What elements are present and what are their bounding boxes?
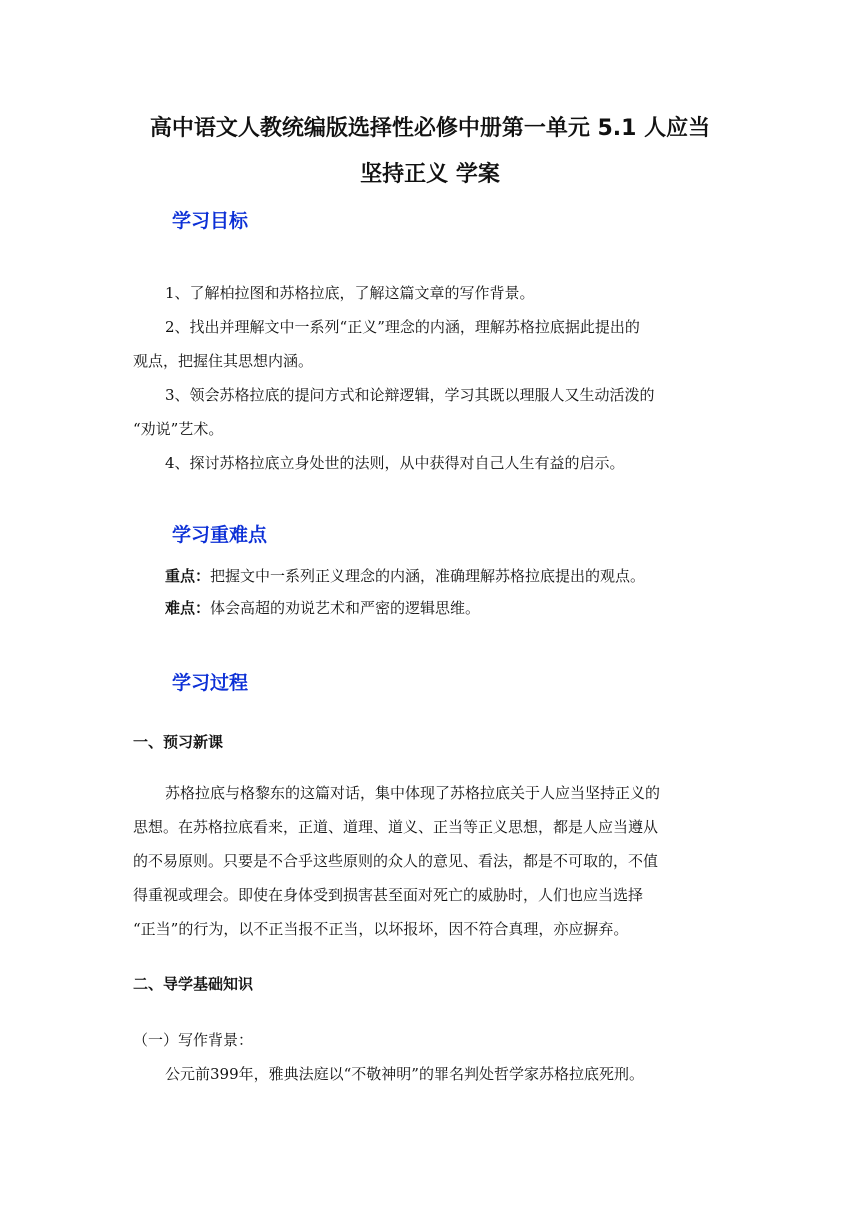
part1-line-1: 苏格拉底与格黎东的这篇对话，集中体现了苏格拉底关于人应当坚持正义的 [165,784,661,802]
objective-item-3-cont: “劝说”艺术。 [133,420,224,438]
part1-line-5: “正当”的行为，以不正当报不正当，以坏报坏，因不符合真理，亦应摒弃。 [133,920,629,938]
document-title [110,106,750,198]
part1-heading: 一、预习新课 [133,733,224,751]
focus-text: 把握文中一系列正义理念的内涵，准确理解苏格拉底提出的观点。 [210,567,646,585]
process-heading: 学习过程 [172,672,249,694]
part2-heading: 二、导学基础知识 [133,975,254,993]
focus-label: 重点： [165,567,211,585]
focus-line [165,565,645,586]
objective-item-2: 2、找出并理解文中一系列“正义”理念的内涵，理解苏格拉底据此提出的 [165,318,640,336]
key-points-heading: 学习重难点 [172,524,268,546]
difficulty-text: 体会高超的劝说艺术和严密的逻辑思维。 [210,599,481,617]
objective-item-3: 3、领会苏格拉底的提问方式和论辩逻辑，学习其既以理服人又生动活泼的 [165,386,655,404]
part2-subheading: （一）写作背景： [133,1031,254,1049]
part1-line-4: 得重视或理会。即使在身体受到损害甚至面对死亡的威胁时，人们也应当选择 [133,886,644,904]
objectives-heading: 学习目标 [172,210,249,232]
difficulty-line [165,597,480,618]
objective-item-4: 4、探讨苏格拉底立身处世的法则，从中获得对自己人生有益的启示。 [165,454,625,472]
objective-item-2-cont: 观点，把握住其思想内涵。 [133,352,314,370]
part1-line-2: 思想。在苏格拉底看来，正道、道理、道义、正当等正义思想，都是人应当遵从 [133,818,659,836]
title-line-1: 高中语文人教统编版选择性必修中册第一单元 5.1 人应当 [149,116,711,141]
difficulty-label: 难点： [165,599,211,617]
part2-line-1: 公元前399年，雅典法庭以“不敬神明”的罪名判处哲学家苏格拉底死刑。 [165,1065,644,1083]
title-line-2: 坚持正义 学案 [360,162,500,187]
part1-line-3: 的不易原则。只要是不合乎这些原则的众人的意见、看法，都是不可取的，不值 [133,852,659,870]
objective-item-1: 1、了解柏拉图和苏格拉底，了解这篇文章的写作背景。 [165,284,535,302]
